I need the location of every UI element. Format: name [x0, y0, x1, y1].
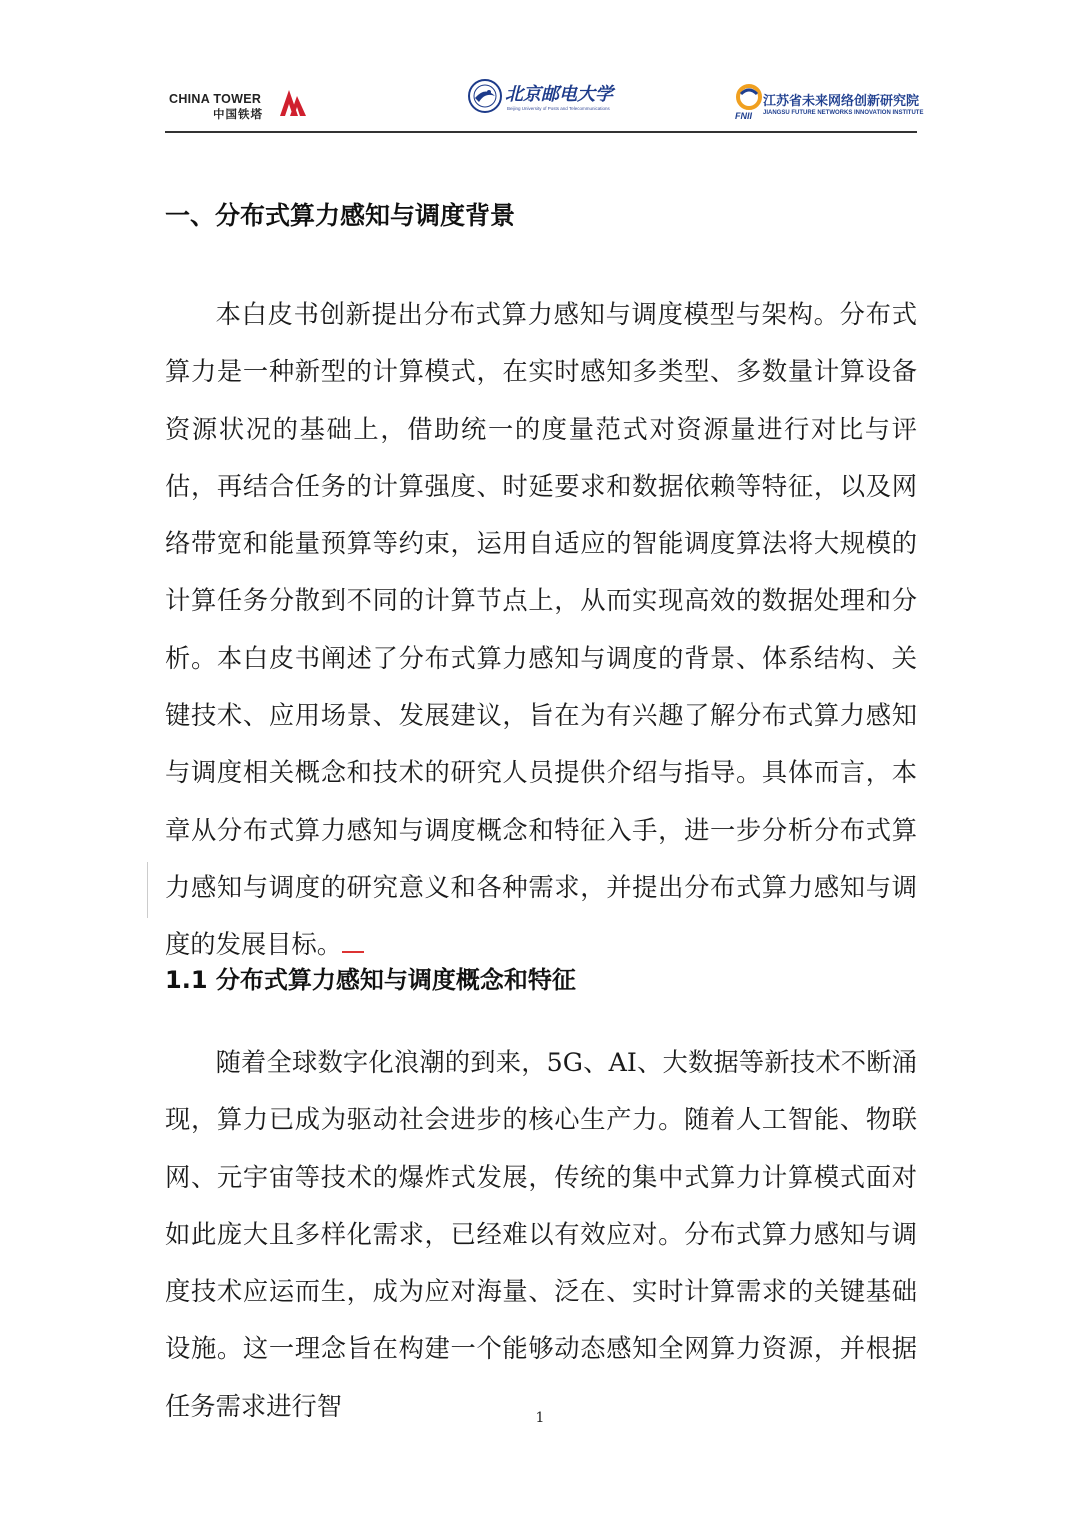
bupt-logo	[467, 76, 613, 120]
section-title: 一、分布式算力感知与调度背景	[165, 201, 516, 230]
margin-change-bar	[147, 862, 148, 918]
subsection-title: 1.1 分布式算力感知与调度概念和特征	[165, 966, 576, 994]
paragraph-1	[165, 286, 917, 974]
fnii-logo-cn: 江苏省未来网络创新研究院	[763, 94, 920, 109]
paragraph-1-text: 本白皮书创新提出分布式算力感知与调度模型与架构。分布式算力是一种新型的计算模式，在实时感知多类型、多数量计算设备资源状况的基础上，借助统一的度量范式对资源量进行对比与评估，再结合任务的计算强度、时延要求和数据依赖等特征，以及网络带宽和能量预算等约束，运用自适应的智能调度算法将大规模的计算任务分散到不同的计算节点上，从而实现高效的数据处理和分析。本白皮书阐述了分布式算力感知与调度的背景、体系结构、关键技术、应用场景、发展建议，旨在为有兴趣了解分布式算力感知与调度相关概念和技术的研究人员提供介绍与指导。具体而言，本章从分布式算力感知与调度概念和特征入手，进一步分析分布式算力感知与调度的研究意义和各种需求，并提出分布式算力感知与调度的发展目标。	[165, 300, 917, 960]
china-tower-logo	[169, 80, 309, 120]
edit-mark	[342, 937, 364, 953]
paragraph-2: 随着全球数字化浪潮的到来，5G、AI、大数据等新技术不断涌现，算力已成为驱动社会进步的核心生产力。随着人工智能、物联网、元宇宙等技术的爆炸式发展，传统的集中式算力计算模式面对如此庞大且多样化需求，已经难以有效应对。分布式算力感知与调度技术应运而生，成为应对海量、泛在、实时计算需求的关键基础设施。这一理念旨在构建一个能够动态感知全网算力资源，并根据任务需求进行智	[165, 1048, 917, 1421]
bupt-logo-en: Beijing University of Posts and Telecommunications	[507, 106, 610, 111]
china-tower-logo-cn: 中国铁塔	[213, 107, 263, 121]
china-tower-logo-en: CHINA TOWER	[169, 92, 262, 106]
bupt-logo-cn: 北京邮电大学	[505, 84, 613, 105]
fnii-abbr: FNII	[735, 111, 752, 120]
fnii-logo	[735, 80, 924, 124]
china-tower-mark-icon	[279, 88, 307, 118]
page-number: 1	[535, 1410, 545, 1426]
bupt-emblem-icon	[467, 78, 503, 114]
fnii-logo-en: JIANGSU FUTURE NETWORKS INNOVATION INSTITUTE	[763, 110, 924, 116]
page-header	[165, 70, 924, 132]
header-divider	[165, 131, 917, 133]
fnii-mark-icon	[735, 80, 765, 120]
